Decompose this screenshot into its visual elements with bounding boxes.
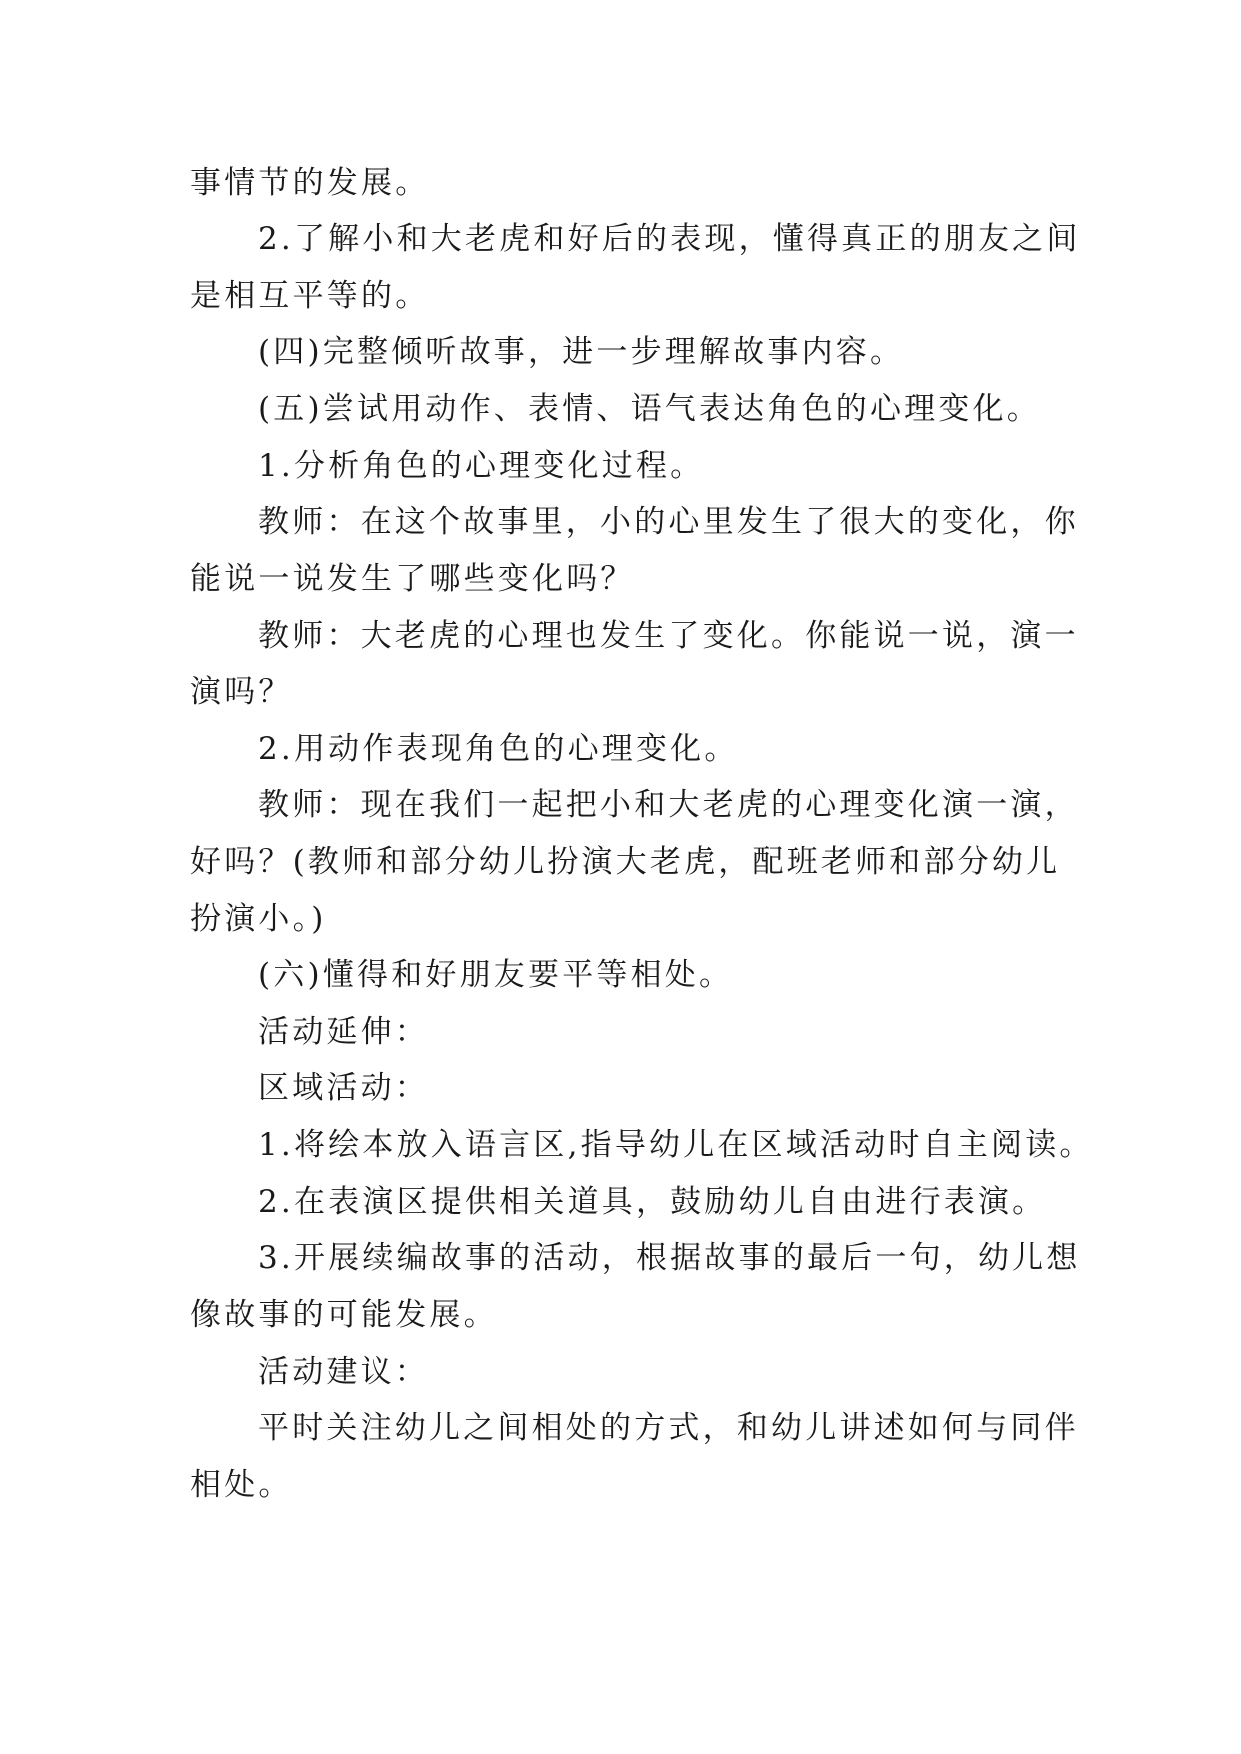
- text-line: 2.在表演区提供相关道具，鼓励幼儿自由进行表演。: [258, 1184, 1047, 1220]
- text-line: 3.开展续编故事的活动，根据故事的最后一句，幼儿想: [258, 1240, 1081, 1276]
- text-line: 1.分析角色的心理变化过程。: [258, 448, 705, 484]
- text-line: 扮演小。): [190, 901, 327, 937]
- text-line: 教师：现在我们一起把小和大老虎的心理变化演一演，: [258, 787, 1079, 823]
- text-line: 平时关注幼儿之间相处的方式，和幼儿讲述如何与同伴: [258, 1410, 1079, 1446]
- text-line: 2.用动作表现角色的心理变化。: [258, 731, 739, 767]
- text-line: 区域活动：: [258, 1070, 429, 1106]
- text-line: 相处。: [190, 1467, 293, 1503]
- text-line: 好吗？(教师和部分幼儿扮演大老虎，配班老师和部分幼儿: [190, 844, 1061, 880]
- text-line: 教师：大老虎的心理也发生了变化。你能说一说，演一: [258, 618, 1079, 654]
- text-line: 演吗？: [190, 674, 293, 710]
- text-line: (四)完整倾听故事，进一步理解故事内容。: [258, 334, 905, 370]
- text-line: (五)尝试用动作、表情、语气表达角色的心理变化。: [258, 391, 1041, 427]
- text-line: 是相互平等的。: [190, 278, 430, 314]
- text-line: 事情节的发展。: [190, 165, 430, 201]
- text-line: 1.将绘本放入语言区,指导幼儿在区域活动时自主阅读。: [258, 1127, 1094, 1163]
- text-line: 活动建议：: [258, 1354, 429, 1390]
- text-line: 2.了解小和大老虎和好后的表现，懂得真正的朋友之间: [258, 221, 1081, 257]
- text-line: 像故事的可能发展。: [190, 1297, 498, 1333]
- text-line: 教师：在这个故事里，小的心里发生了很大的变化，你: [258, 504, 1079, 540]
- text-line: 能说一说发生了哪些变化吗？: [190, 561, 635, 597]
- text-line: 活动延伸：: [258, 1014, 429, 1050]
- text-line: (六)懂得和好朋友要平等相处。: [258, 957, 734, 993]
